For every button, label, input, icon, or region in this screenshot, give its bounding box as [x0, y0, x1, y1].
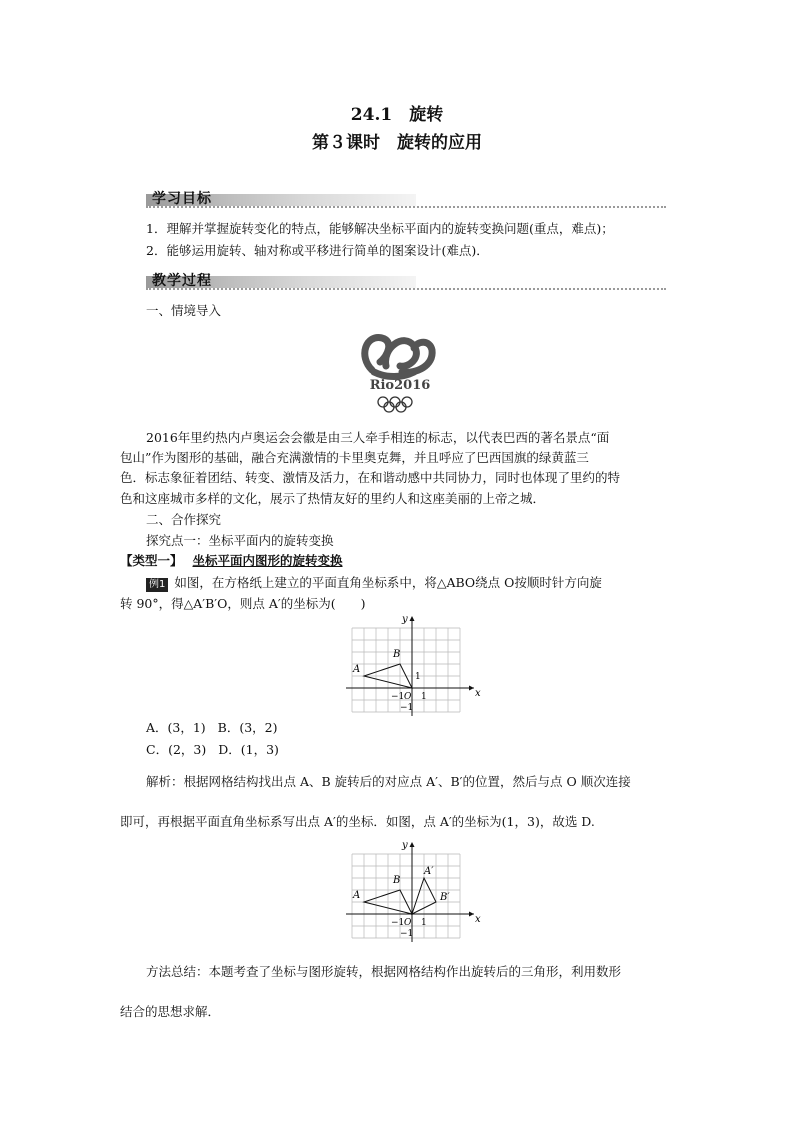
type-heading: [120, 551, 343, 571]
method-line-1: 方法总结：本题考查了坐标与图形旋转，根据网格结构作出旋转后的三角形，利用数形: [146, 964, 622, 979]
graph2-y-arrow-icon: [410, 842, 415, 847]
graph2-x-arrow-icon: [469, 912, 474, 917]
type-title: 坐标平面内图形的旋转变换: [192, 553, 343, 568]
section-explore-heading: 二、合作探究: [146, 512, 222, 527]
option-a: A．(3，1): [146, 720, 206, 735]
rio-emblem-icon: [365, 338, 432, 377]
explore-point-1: 探究点一：坐标平面内的旋转变换: [146, 533, 334, 548]
analysis-line-2: 即可，再根据平面直角坐标系写出点 A′的坐标．如图，点 A′的坐标为(1，3)，故选 D.: [120, 814, 595, 829]
coordinate-graph-2: [340, 838, 490, 942]
graph1-y-tick-neg1: −1: [400, 703, 414, 713]
lesson-subtitle: 第３课时 旋转的应用: [312, 133, 482, 153]
graph2-y-tick-neg1: −1: [400, 929, 414, 939]
coordinate-graph-1: [340, 612, 490, 716]
graph1-y-label: y: [402, 614, 408, 625]
question-line-1: [146, 573, 602, 593]
graph2-origin-label: O: [404, 918, 412, 928]
option-d: D．(1，3): [218, 742, 279, 757]
goal-item-2: 2．能够运用旋转、轴对称或平移进行简单的图案设计(难点)．: [146, 243, 489, 258]
question-text-1: 如图，在方格纸上建立的平面直角坐标系中，将△ABO绕点 O按顺时针方向旋: [174, 575, 602, 590]
option-b: B．(3，2): [217, 720, 278, 735]
olympic-rings-icon: [378, 397, 412, 412]
intro-line-4: 色和这座城市多样的文化，展示了热情友好的里约人和这座美丽的上帝之城．: [120, 491, 546, 506]
graph2-point-b-label: B: [393, 875, 401, 886]
graph1-x-label: x: [475, 688, 481, 699]
graph1-x-tick-1: 1: [421, 692, 427, 702]
graph2-point-a-label: A: [353, 890, 361, 901]
type-tag: 【类型一】: [120, 553, 183, 568]
graph2-x-tick-neg1: −1: [391, 918, 405, 928]
graph1-point-b-label: B: [393, 649, 401, 660]
example-tag: 例1: [146, 578, 168, 592]
graph2-x-tick-1: 1: [421, 918, 427, 928]
graph1-point-a-label: A: [353, 664, 361, 675]
options-row-2: [146, 740, 279, 760]
graph2-point-b-prime-label: B′: [440, 892, 450, 903]
options-row-1: [146, 718, 278, 738]
intro-line-1: 2016年里约热内卢奥运会会徽是由三人牵手相连的标志，以代表巴西的著名景点“面: [146, 430, 610, 445]
goal-item-1: 1．理解并掌握旋转变化的特点，能够解决坐标平面内的旋转变换问题(重点，难点)；: [146, 221, 614, 236]
goals-heading-label: 学习目标: [152, 191, 212, 207]
rio2016-logo: [352, 326, 448, 416]
graph1-y-tick-1: 1: [415, 672, 421, 682]
section-intro-heading: 一、情境导入: [146, 303, 222, 318]
graph1-x-tick-neg1: −1: [391, 692, 405, 702]
goals-heading: [146, 188, 666, 208]
logo-text: Rio2016: [369, 378, 431, 393]
graph2-x-label: x: [475, 914, 481, 925]
intro-line-3: 色．标志象征着团结、转变、激情及活力，在和谐动感中共同协力，同时也体现了里约的特: [120, 470, 621, 485]
question-line-2: 转 90°，得△A′B′O，则点 A′的坐标为( ): [120, 596, 366, 611]
option-c: C．(2，3): [146, 742, 207, 757]
graph1-origin-label: O: [404, 692, 412, 702]
analysis-line-1: 解析：根据网格结构找出点 A、B 旋转后的对应点 A′、B′的位置，然后与点 O 顺次连接: [146, 774, 631, 789]
graph2-y-label: y: [402, 840, 408, 851]
process-heading: [146, 270, 666, 290]
graph2-point-a-prime-label: A′: [424, 866, 434, 877]
graph1-x-arrow-icon: [469, 686, 474, 691]
process-heading-label: 教学过程: [152, 273, 212, 289]
lesson-title: 24.1 旋转: [350, 105, 444, 125]
intro-line-2: 包山”作为图形的基础，融合充满激情的卡里奥克舞，并且呼应了巴西国旗的绿黄蓝三: [120, 450, 589, 465]
graph1-y-arrow-icon: [410, 616, 415, 621]
method-line-2: 结合的思想求解．: [120, 1004, 221, 1019]
